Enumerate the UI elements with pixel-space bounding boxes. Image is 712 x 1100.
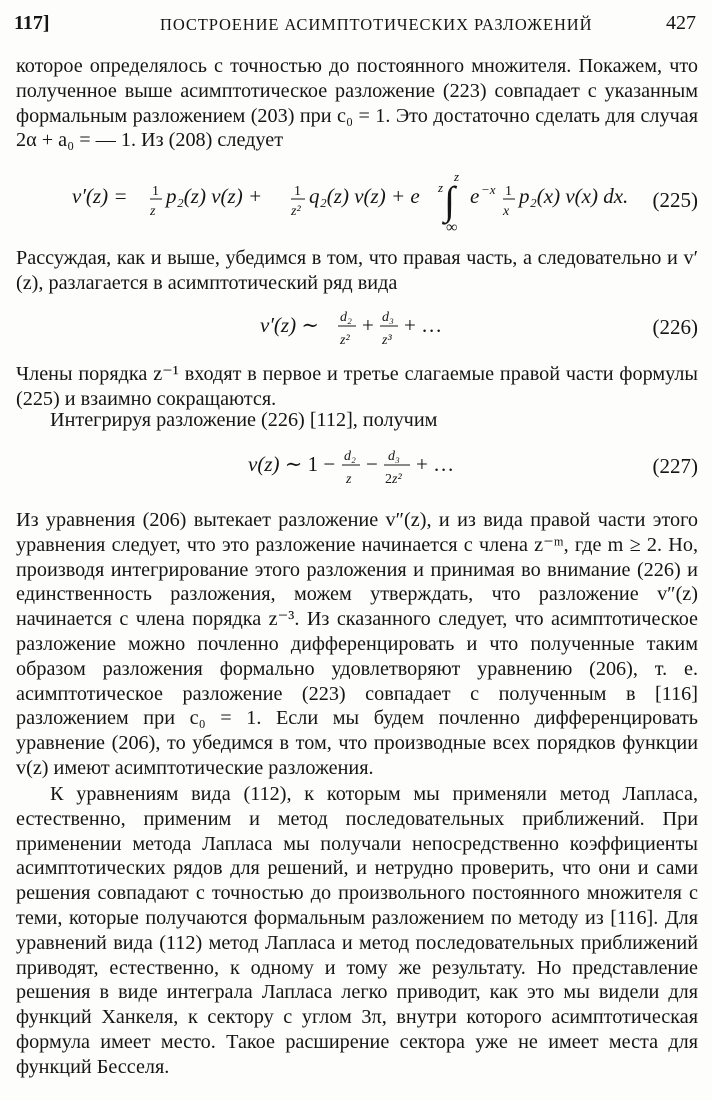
svg-text:e: e (470, 184, 480, 208)
svg-text:z: z (438, 180, 444, 195)
svg-text:q₂(z) v(z) + e: q₂(z) v(z) + e (309, 184, 420, 208)
svg-text:z: z (454, 169, 460, 184)
svg-text:z: z (346, 472, 352, 487)
svg-text:+: + (362, 313, 374, 337)
svg-text:z: z (150, 204, 156, 219)
svg-text:1: 1 (294, 184, 301, 199)
equation-227-number: (227) (652, 454, 698, 478)
svg-text:1: 1 (152, 184, 159, 199)
svg-text:+ …: + … (416, 452, 455, 476)
svg-text:∫: ∫ (444, 178, 455, 223)
paragraph-1: которое определялось с точностью до постоянного множителя. Покажем, что полученное выше асимптотическое разложение (223) совпадает с указанным формальным разложением (203) при c₀ = 1. Это достаточно сделать для случая 2α + a₀ = — 1. Из (208) следует (16, 55, 698, 152)
page-number: 427 (666, 12, 696, 34)
equation-225 (16, 166, 698, 234)
svg-text:1: 1 (505, 184, 512, 199)
equation-225-formula (72, 166, 712, 234)
svg-text:d₂: d₂ (344, 449, 356, 464)
paragraph-5: Из уравнения (206) вытекает разложение v″(z), и из вида правой части этого уравнения следует, что это разложение начинается с члена z⁻ᵐ, где m ≥ 2. Но, производя интегрирование этого разложения и принимая во внимание (226) и единственность разложения, можем утверждать, что разложение v″(z) начинается с члена порядка z⁻³. Из сказанного следует, что асимптотическое разложение можно почленно дифференцировать и что полученные таким образом разложения формально удовлетворяют уравнению (206), т. е. асимптотическое разложение (223) совпадает с полученным в [116] разложением при c₀ = 1. Если мы будем почленно дифференцировать уравнение (206), то убедимся в том, что производные всех порядков функции v(z) имеют асимптотические разложения. (16, 509, 698, 779)
paragraph-2: Рассуждая, как и выше, убедимся в том, что правая часть, а следовательно и v′(z), разлагается в асимптотический ряд вида (16, 247, 698, 294)
paragraph-4: Интегрируя разложение (226) [112], получим (50, 409, 438, 431)
equation-227-formula (248, 442, 508, 490)
svg-text:v′(z) =: v′(z) = (72, 184, 128, 208)
equation-226-number: (226) (652, 315, 698, 339)
svg-text:v′(z) ∼: v′(z) ∼ (260, 313, 319, 337)
svg-text:−x: −x (481, 182, 496, 197)
svg-text:z²: z² (291, 204, 301, 219)
svg-text:v(z) ∼ 1 −: v(z) ∼ 1 − (248, 452, 336, 476)
svg-text:d₃: d₃ (388, 449, 400, 464)
equation-225-number: (225) (652, 188, 698, 212)
svg-text:z²: z² (340, 333, 350, 348)
svg-text:2z²: 2z² (385, 472, 402, 487)
equation-226 (16, 304, 698, 350)
svg-text:d₂: d₂ (340, 310, 352, 325)
svg-text:x: x (503, 204, 510, 219)
section-number: 117] (14, 12, 50, 34)
svg-text:+ …: + … (404, 313, 443, 337)
running-title: ПОСТРОЕНИЕ АСИМПТОТИЧЕСКИХ РАЗЛОЖЕНИЙ (160, 15, 593, 34)
svg-text:p₂(x) v(x) dx.: p₂(x) v(x) dx. (519, 184, 629, 208)
paragraph-3: Члены порядка z⁻¹ входят в первое и третье слагаемые правой части формулы (225) и взаимно сокращаются. (16, 363, 698, 410)
svg-text:∞: ∞ (446, 219, 458, 234)
paragraph-6: К уравнениям вида (112), к которым мы применяли метод Лапласа, естественно, применим и метод последовательных приближений. При применении метода Лапласа мы получали непосредственно коэффициенты асимптотических рядов для решений, и нетрудно проверить, что они и сами решения совпадают с точностью до произвольного постоянного множителя с теми, которые получаются формальным разложением по методу из [116]. Для уравнений вида (112) метод Лапласа и метод последовательных приближений приводят, естественно, к одному и тому же результату. Но представление решения в виде интеграла Лапласа легко приводит, как это мы видели для функций Ханкеля, к сектору с углом 3π, внутри которого асимптотическая формула имеет место. Такое расширение сектора уже не имеет места для функций Бесселя. (16, 783, 698, 1078)
svg-text:−: − (366, 452, 378, 476)
running-header (14, 8, 696, 38)
svg-text:z³: z³ (382, 333, 392, 348)
equation-226-formula (260, 304, 460, 350)
svg-text:d₃: d₃ (382, 310, 394, 325)
equation-227 (16, 442, 698, 490)
svg-text:p₂(z) v(z) +: p₂(z) v(z) + (166, 184, 263, 208)
